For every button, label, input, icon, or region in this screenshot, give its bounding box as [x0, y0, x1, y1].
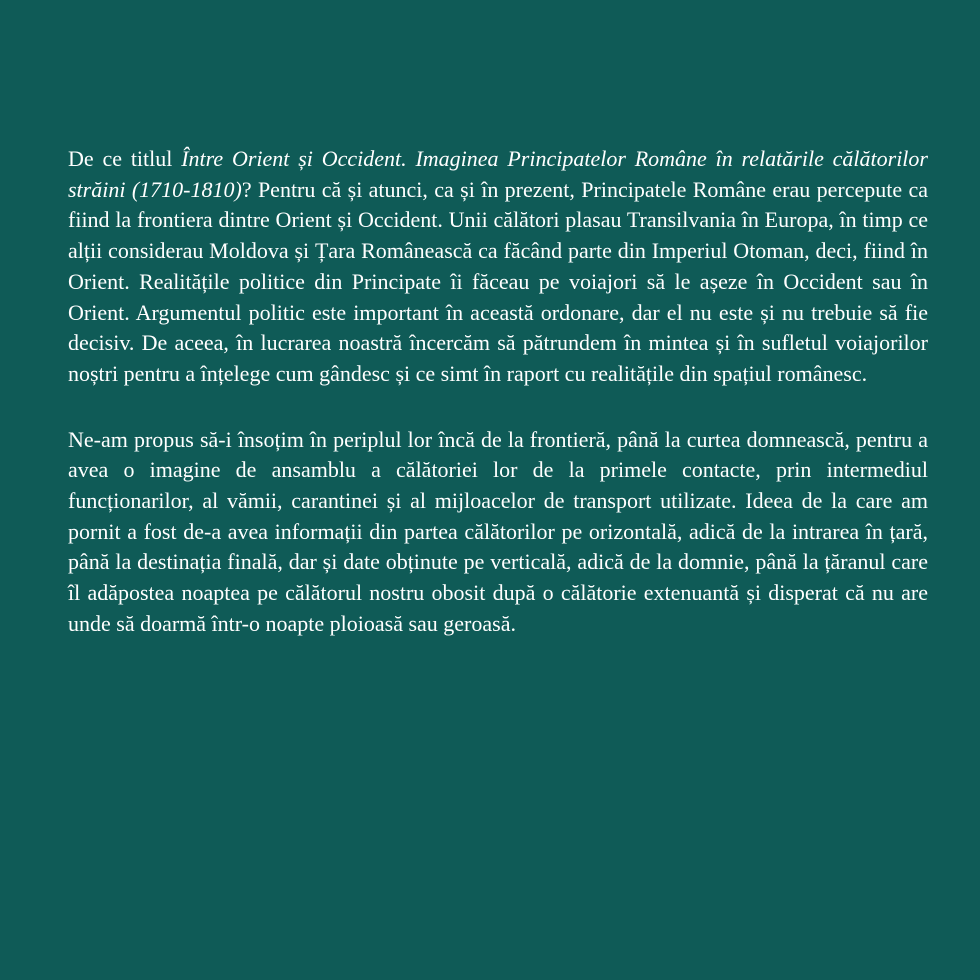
- paragraph-2: Ne-am propus să-i însoțim în periplul lor încă de la frontieră, până la curtea domnească, pentru a avea o imagine de ansamblu a călătoriei lor de la primele contacte, prin intermediul funcționarilor, al vămii, carantinei și al mijloacelor de transport utilizate. Ideea de la care am pornit a fost de-a avea informații din partea călătorilor pe orizontală, adică de la intrarea în țară, până la destinația finală, dar și date obținute pe verticală, adică de la domnie, până la țăranul care îl adăpostea noaptea pe călătorul nostru obosit după o călătorie extenuantă și disperat că nu are unde să doarmă într-o noapte ploioasă sau geroasă.: [68, 426, 928, 636]
- paragraph-1-lead: De ce titlul: [68, 146, 182, 171]
- paragraph-1: [68, 144, 928, 390]
- paragraph-1-body: ? Pentru că și atunci, ca și în prezent, Principatele Române erau percepute ca fiind la frontiera dintre Orient și Occident. Unii călători plasau Transilvania în Europa, în timp ce alții considerau Moldova și Țara Românească ca făcând parte din Imperiul Otoman, deci, fiind în Orient. Realitățile politice din Principate îi făceau pe voiajori să le așeze în Occident sau în Orient. Argumentul politic este important în această ordonare, dar el nu este și nu trebuie să fie decisiv. De aceea, în lucrarea noastră încercăm să pătrundem în mintea și în sufletul voiajorilor noștri pentru a înțelege cum gândesc și ce simt în raport cu realitățile din spațiul românesc.: [68, 176, 928, 386]
- book-title-italic: Între Orient și Occident. Imaginea Principatelor Române în relatările călătorilor străini (1710-1810): [68, 146, 928, 202]
- body-text: [68, 144, 928, 640]
